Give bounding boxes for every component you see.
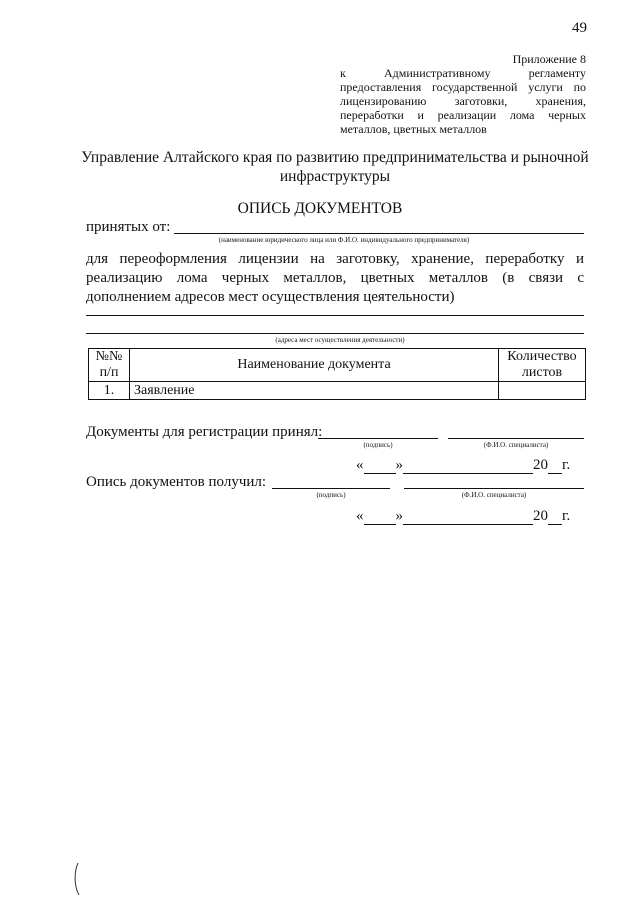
date-open-quote: « xyxy=(356,508,364,524)
year-prefix: 20 xyxy=(533,457,548,473)
row-quantity[interactable] xyxy=(499,382,586,400)
appendix-heading: Приложение 8 xyxy=(512,52,586,66)
appendix-note xyxy=(340,52,586,136)
margin-scan-mark xyxy=(72,862,80,896)
receipt-year-field[interactable] xyxy=(548,510,562,525)
table-row xyxy=(89,382,586,400)
address-field-line-1[interactable] xyxy=(86,315,584,316)
header-number: №№ п/п xyxy=(89,349,130,382)
receipt-fio-caption: (Ф.И.О. специалиста) xyxy=(461,491,527,499)
accepted-from-caption: (наименование юридического лица или Ф.И.О. индивидуального предпринимателя) xyxy=(218,236,470,244)
receipt-received-label: Опись документов получил: xyxy=(86,474,267,490)
registration-accepted-label: Документы для регистрации принял: xyxy=(86,424,323,440)
date-open-quote: « xyxy=(356,457,364,473)
registration-fio-caption: (Ф.И.О. специалиста) xyxy=(483,441,549,449)
header-quantity: Количество листов xyxy=(499,349,586,382)
registration-month-field[interactable] xyxy=(403,459,533,474)
year-suffix: г. xyxy=(562,457,571,473)
year-suffix: г. xyxy=(562,508,571,524)
year-prefix: 20 xyxy=(533,508,548,524)
receipt-month-field[interactable] xyxy=(403,510,533,525)
table-header-row xyxy=(89,349,586,382)
date-close-quote: » xyxy=(395,457,403,473)
registration-fio-field[interactable] xyxy=(448,438,584,439)
receipt-date xyxy=(356,508,570,525)
row-document-name: Заявление xyxy=(130,382,499,400)
header-document-name: Наименование документа xyxy=(130,349,499,382)
registration-year-field[interactable] xyxy=(548,459,562,474)
organization-name: Управление Алтайского края по развитию предпринимательства и рыночной инфраструктуры xyxy=(81,149,589,185)
documents-table xyxy=(88,348,586,400)
receipt-day-field[interactable] xyxy=(364,510,396,525)
registration-date xyxy=(356,457,570,474)
registration-signature-field[interactable] xyxy=(318,438,438,439)
date-close-quote: » xyxy=(395,508,403,524)
registration-day-field[interactable] xyxy=(364,459,396,474)
address-caption: (адреса мест осуществления деятельности) xyxy=(275,336,405,344)
document-title: ОПИСЬ ДОКУМЕНТОВ xyxy=(237,200,403,217)
receipt-signature-caption: (подпись) xyxy=(316,491,346,499)
row-number: 1. xyxy=(89,382,130,400)
accepted-from-label: принятых от: xyxy=(86,219,171,235)
accepted-from-field[interactable] xyxy=(174,233,584,234)
purpose-text: для переоформления лицензии на заготовку, хранение, переработку и реализацию лома черных металлов, цветных металлов (в связи с дополнением адресов мест осуществления цеятельности) xyxy=(86,251,584,305)
appendix-text: к Административному регламенту предоставления государственной услуги по лицензированию заготовки, хранения, переработки и реализации лома черных металлов, цветных металлов xyxy=(340,66,586,136)
receipt-signature-field[interactable] xyxy=(272,488,390,489)
page-number: 49 xyxy=(572,20,587,36)
registration-signature-caption: (подпись) xyxy=(363,441,393,449)
address-field-line-2[interactable] xyxy=(86,333,584,334)
receipt-fio-field[interactable] xyxy=(404,488,584,489)
